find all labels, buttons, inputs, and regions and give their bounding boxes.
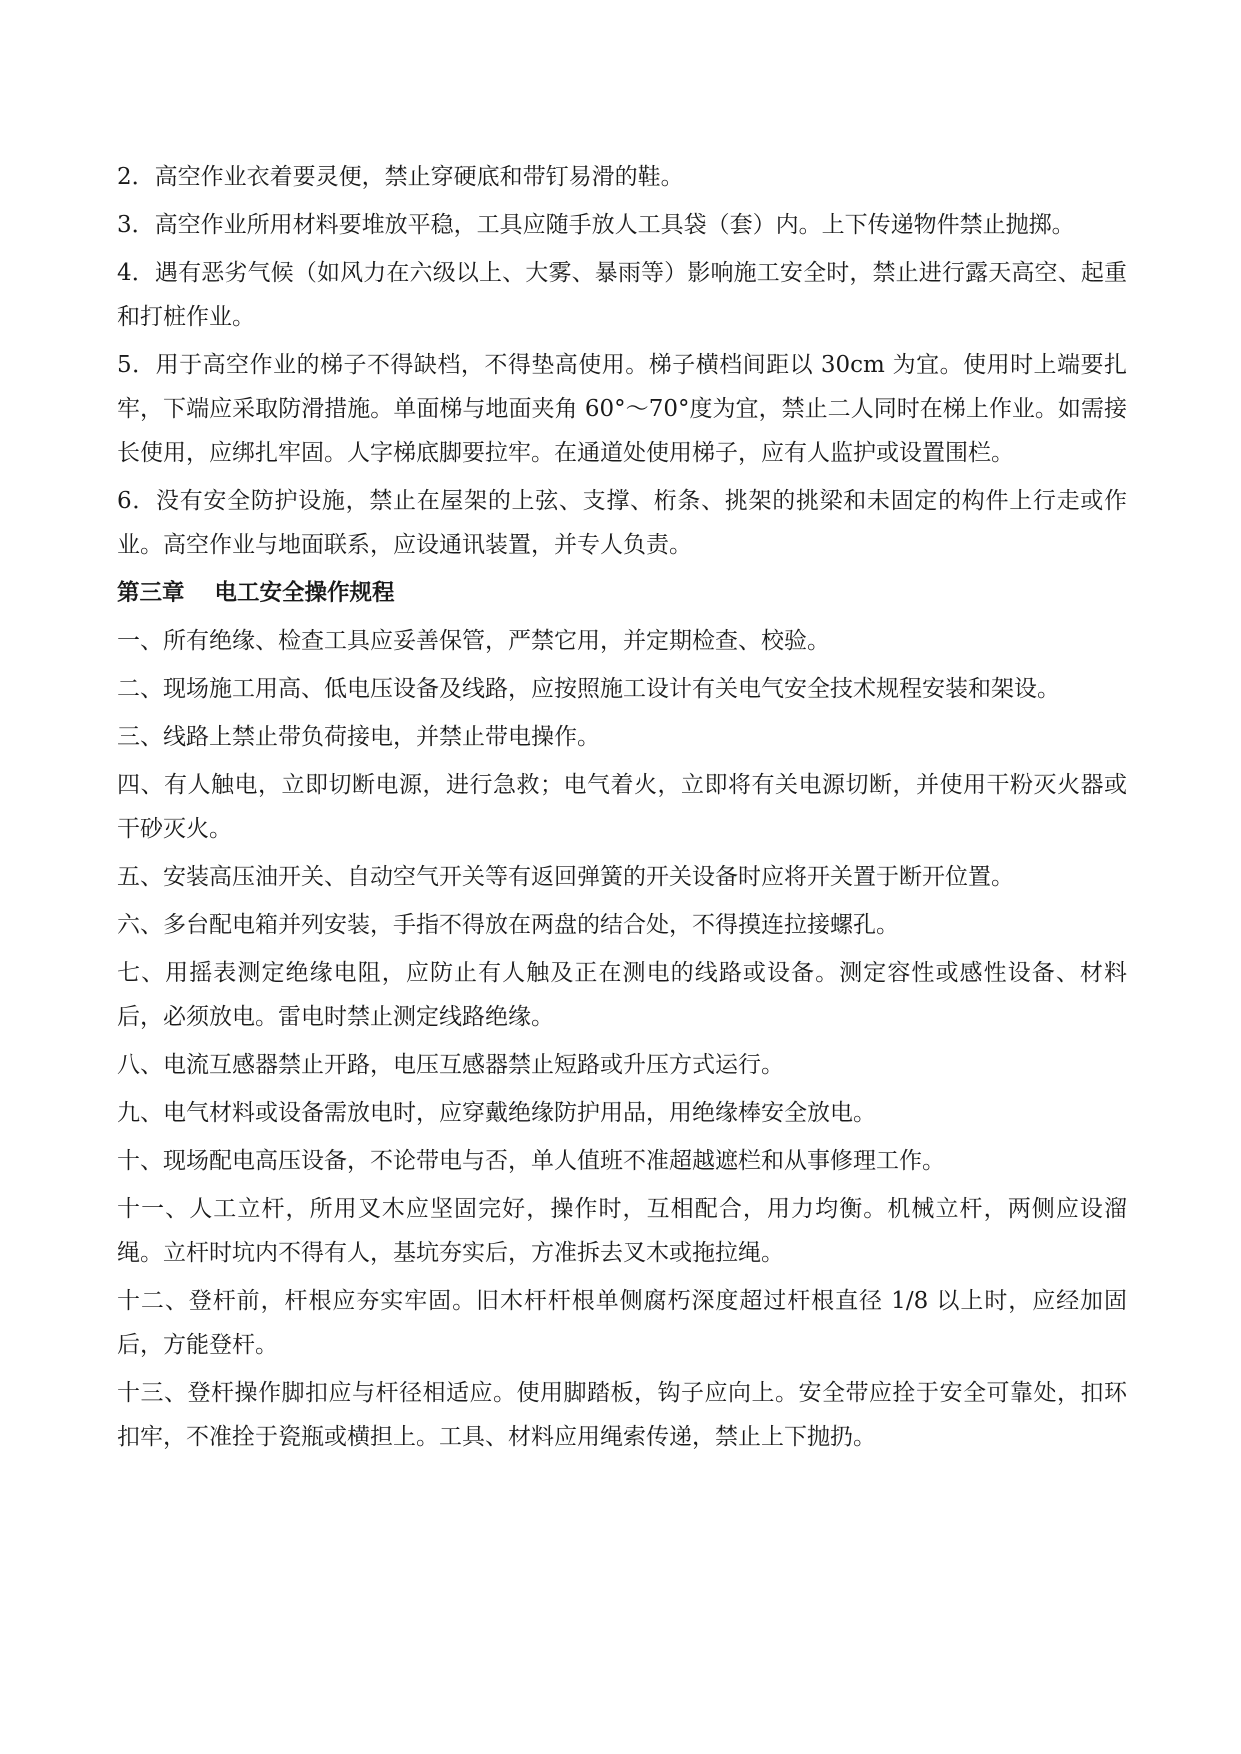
rule-paragraph: 四、有人触电，立即切断电源，进行急救；电气着火，立即将有关电源切断，并使用干粉灭火器或干砂灭火。	[117, 772, 1127, 842]
rule-paragraph: 3．高空作业所用材料要堆放平稳，工具应随手放人工具袋（套）内。上下传递物件禁止抛掷。	[117, 212, 1075, 238]
rule-paragraph: 二、现场施工用高、低电压设备及线路，应按照施工设计有关电气安全技术规程安装和架设。	[117, 676, 1060, 702]
rule-paragraph: 4．遇有恶劣气候（如风力在六级以上、大雾、暴雨等）影响施工安全时，禁止进行露天高空、起重和打桩作业。	[117, 260, 1127, 330]
rule-paragraph: 三、线路上禁止带负荷接电，并禁止带电操作。	[117, 724, 600, 750]
chapter-title: 电工安全操作规程	[214, 580, 395, 606]
rule-paragraph: 九、电气材料或设备需放电时，应穿戴绝缘防护用品，用绝缘棒安全放电。	[117, 1100, 876, 1126]
rule-paragraph: 五、安装高压油开关、自动空气开关等有返回弹簧的开关设备时应将开关置于断开位置。	[117, 864, 1014, 890]
rule-paragraph: 十、现场配电高压设备，不论带电与否，单人值班不准超越遮栏和从事修理工作。	[117, 1148, 945, 1174]
rule-paragraph: 六、多台配电箱并列安装，手指不得放在两盘的结合处，不得摸连拉接螺孔。	[117, 912, 899, 938]
rule-paragraph: 十一、人工立杆，所用叉木应坚固完好，操作时，互相配合，用力均衡。机械立杆，两侧应设溜绳。立杆时坑内不得有人，基坑夯实后，方准拆去叉木或拖拉绳。	[117, 1196, 1127, 1266]
rule-paragraph: 6．没有安全防护设施，禁止在屋架的上弦、支撑、桁条、挑架的挑梁和未固定的构件上行走或作业。高空作业与地面联系，应设通讯装置，并专人负责。	[117, 488, 1127, 558]
chapter-number: 第三章	[117, 580, 185, 606]
rule-paragraph: 七、用摇表测定绝缘电阻，应防止有人触及正在测电的线路或设备。测定容性或感性设备、材料后，必须放电。雷电时禁止测定线路绝缘。	[117, 960, 1127, 1030]
document-body	[117, 155, 1127, 1463]
rule-paragraph: 5．用于高空作业的梯子不得缺档，不得垫高使用。梯子横档间距以 30cm 为宜。使用时上端要扎牢，下端应采取防滑措施。单面梯与地面夹角 60°～70°度为宜，禁止二人同时在梯上作业。如需接长使用，应绑扎牢固。人字梯底脚要拉牢。在通道处使用梯子，应有人监护或设置围栏。	[117, 352, 1127, 466]
rule-paragraph: 十三、登杆操作脚扣应与杆径相适应。使用脚踏板，钩子应向上。安全带应拴于安全可靠处，扣环扣牢，不准拴于瓷瓶或横担上。工具、材料应用绳索传递，禁止上下抛扔。	[117, 1380, 1127, 1450]
rule-paragraph: 八、电流互感器禁止开路，电压互感器禁止短路或升压方式运行。	[117, 1052, 784, 1078]
rule-paragraph: 2．高空作业衣着要灵便，禁止穿硬底和带钉易滑的鞋。	[117, 164, 684, 190]
rule-paragraph: 一、所有绝缘、检查工具应妥善保管，严禁它用，并定期检查、校验。	[117, 628, 830, 654]
chapter-heading	[117, 571, 1127, 615]
rule-paragraph: 十二、登杆前，杆根应夯实牢固。旧木杆杆根单侧腐朽深度超过杆根直径 1/8 以上时，应经加固后，方能登杆。	[117, 1288, 1127, 1358]
